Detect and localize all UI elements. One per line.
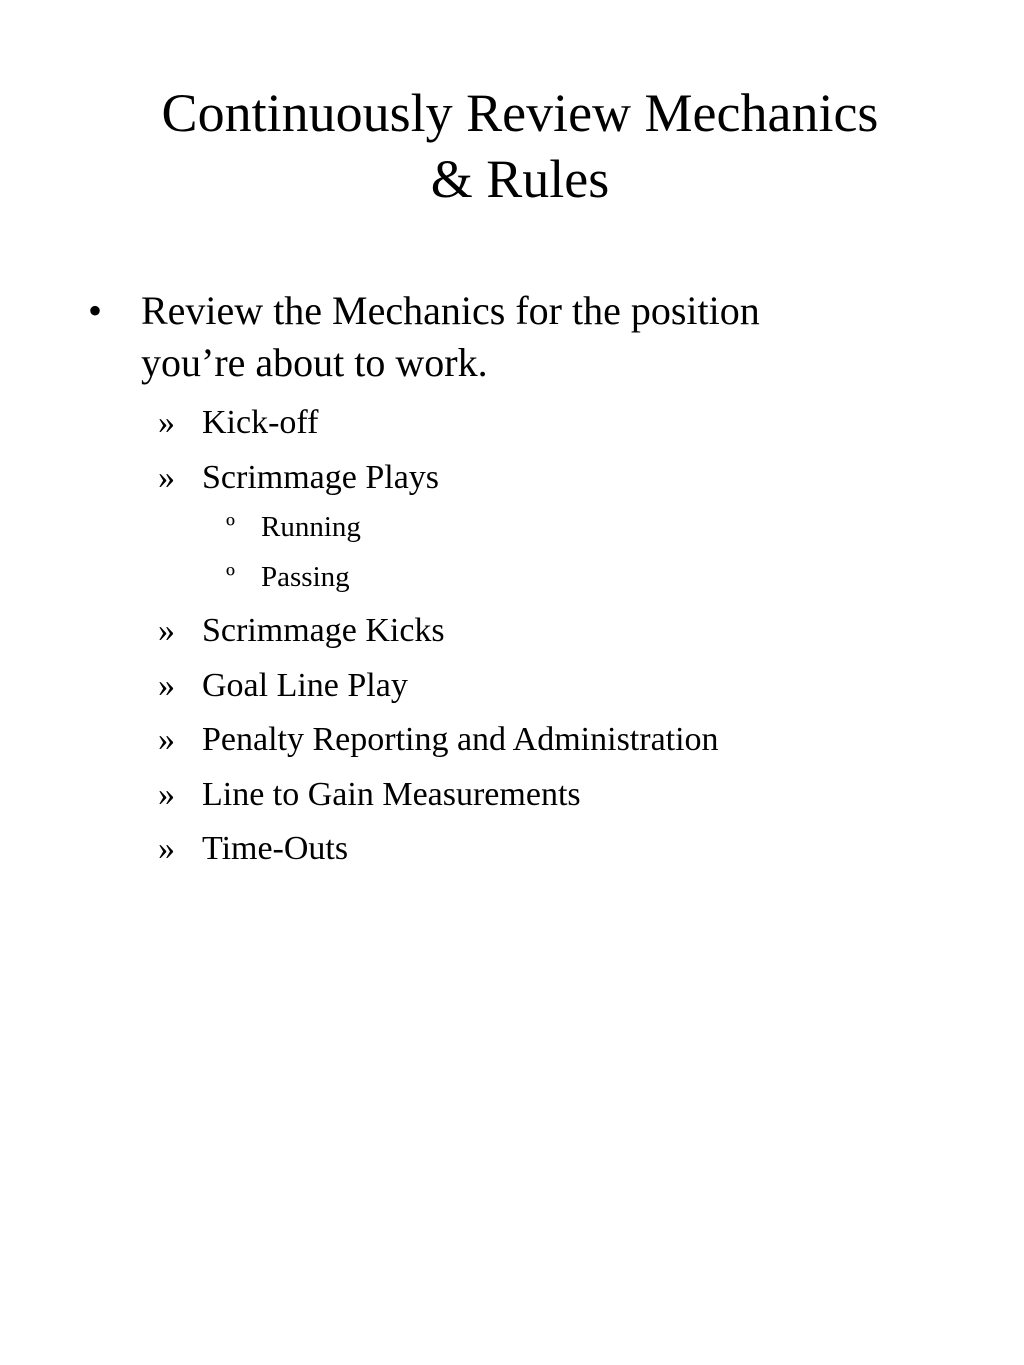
sub-bullet-label: Scrimmage Kicks: [202, 612, 445, 649]
degree-marker-icon: º: [226, 561, 235, 593]
double-chevron-icon: »: [158, 776, 175, 813]
degree-marker-icon: º: [226, 511, 235, 543]
bullet-text-line-2: you’re about to work.: [141, 340, 488, 385]
double-chevron-icon: »: [158, 459, 175, 496]
double-chevron-icon: »: [158, 404, 175, 441]
double-chevron-icon: »: [158, 667, 175, 704]
slide-title-line-2: & Rules: [430, 149, 610, 209]
slide-title-line-1: Continuously Review Mechanics: [161, 83, 879, 143]
double-chevron-icon: »: [158, 612, 175, 649]
sub-bullet-label: Penalty Reporting and Administration: [202, 721, 719, 758]
sub-bullet-label: Scrimmage Plays: [202, 459, 440, 496]
double-chevron-icon: »: [158, 721, 175, 758]
sub-bullet-label: Line to Gain Measurements: [202, 776, 581, 813]
bullet-text-line-1: Review the Mechanics for the position: [141, 288, 760, 333]
bullet-dot-icon: •: [88, 288, 103, 333]
slide-title: [60, 80, 980, 212]
double-chevron-icon: »: [158, 830, 175, 867]
sub-sub-bullet-label: Passing: [261, 561, 350, 593]
bullet-text: [141, 285, 941, 389]
sub-sub-bullet-label: Running: [261, 511, 361, 543]
sub-bullet-label: Time-Outs: [202, 830, 349, 867]
sub-bullet-label: Goal Line Play: [202, 667, 408, 704]
sub-bullet-label: Kick-off: [202, 404, 319, 441]
